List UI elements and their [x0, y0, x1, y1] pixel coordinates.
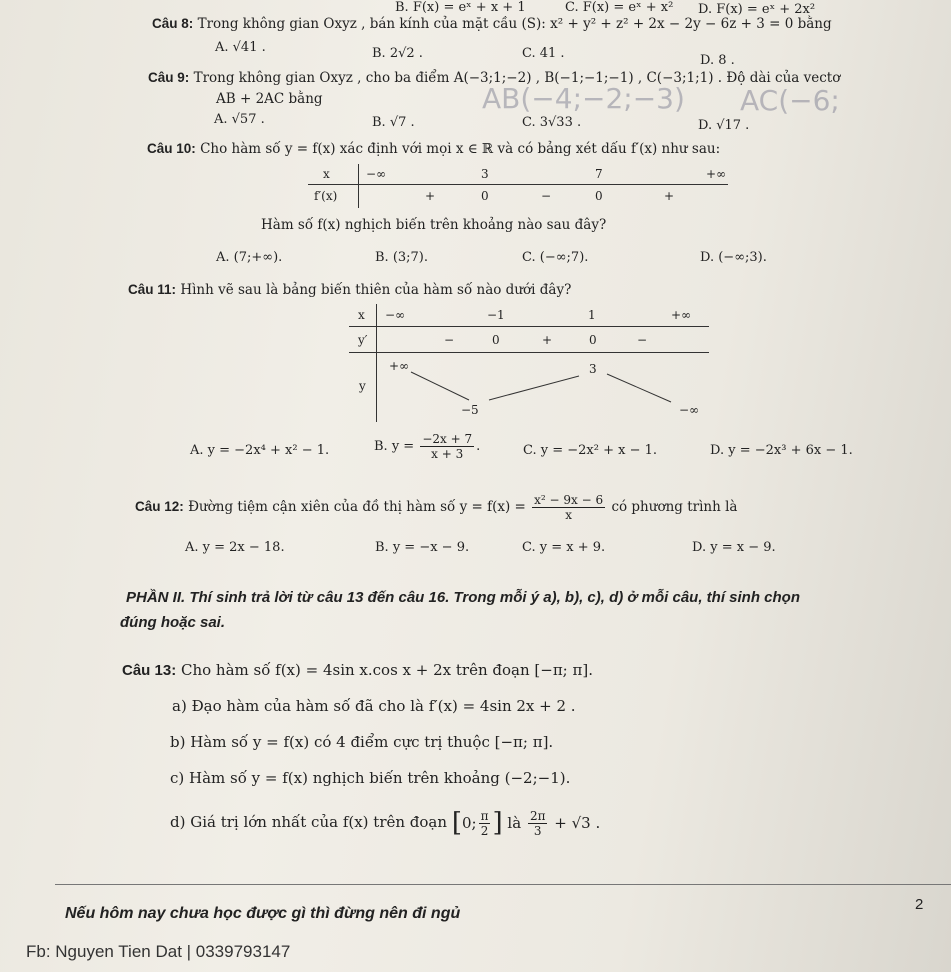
question-12-denominator: x	[565, 508, 573, 522]
item-d-interval-numerator: π	[480, 808, 489, 823]
variation-table-y-1: −5	[461, 403, 479, 417]
question-11-option-d: D. y = −2x³ + 6x − 1.	[710, 443, 853, 458]
question-8-option-c: C. 41 .	[522, 46, 565, 61]
question-13-item-b: b) Hàm số y = f(x) có 4 điểm cực trị thuộc [−π; π].	[170, 733, 554, 751]
variation-table-y-label: y	[359, 379, 366, 393]
question-11-label: Câu 11:	[128, 282, 177, 297]
variation-table-sign-3: 0	[589, 333, 597, 347]
question-12-option-c: C. y = x + 9.	[522, 540, 606, 555]
sign-table-x-label: x	[323, 167, 330, 181]
variation-table-y-3: −∞	[679, 403, 700, 417]
question-11-text: Hình vẽ sau là bảng biến thiên của hàm số nào dưới đây?	[180, 282, 572, 298]
question-10	[147, 141, 720, 157]
item-d-suffix: + √3 .	[554, 814, 601, 832]
footer-motto: Nếu hôm nay chưa học được gì thì đừng nên đi ngủ	[65, 905, 461, 922]
variation-table-sign-0: −	[444, 333, 455, 347]
page-number: 2	[915, 896, 924, 913]
question-10-option-a: A. (7;+∞).	[216, 250, 283, 265]
item-d-value-denominator: 3	[533, 823, 542, 838]
question-12-label: Câu 12:	[135, 499, 184, 514]
part-2-title-continued: đúng hoặc sai.	[120, 614, 226, 631]
item-d-value-numerator: 2π	[529, 808, 546, 823]
sign-table-sign-1: 0	[481, 189, 489, 203]
question-10-option-b: B. (3;7).	[375, 250, 429, 265]
sign-table-x-0: −∞	[366, 167, 387, 181]
option-b-numerator: −2x + 7	[422, 432, 473, 446]
question-8	[152, 16, 832, 32]
question-12-fraction	[532, 493, 605, 522]
sign-table-x-2: 7	[595, 167, 603, 181]
question-8-option-d: D. 8 .	[700, 53, 735, 68]
sign-table-x-1: 3	[481, 167, 489, 181]
handwritten-note-ac: AC(−6;	[740, 84, 840, 117]
prev-question-option-b: B. F(x) = eˣ + x + 1	[395, 0, 526, 15]
sign-table	[308, 164, 728, 208]
sign-table-sign-2: −	[541, 189, 552, 203]
question-10-text: Cho hàm số y = f(x) xác định với mọi x ∈ ℝ và có bảng xét dấu f′(x) như sau:	[200, 141, 721, 157]
item-d-prefix: d) Giá trị lớn nhất của f(x) trên đoạn	[170, 813, 448, 831]
part-2-title: PHẦN II. Thí sinh trả lời từ câu 13 đến câu 16. Trong mỗi ý a), b), c), d) ở mỗi câu, thí sinh chọn	[126, 589, 800, 606]
question-9-option-d: D. √17 .	[698, 118, 750, 133]
question-12-text-post: có phương trình là	[611, 499, 738, 515]
question-9-label: Câu 9:	[148, 70, 190, 85]
option-b-denominator: x + 3	[431, 447, 464, 461]
question-11	[128, 282, 571, 298]
question-12-option-a: A. y = 2x − 18.	[185, 540, 285, 555]
handwritten-note-ab: AB(−4;−2;−3)	[482, 82, 685, 115]
variation-table-y-0: +∞	[389, 359, 410, 373]
question-13-item-d	[170, 808, 600, 838]
question-10-label: Câu 10:	[147, 141, 196, 156]
question-13-item-c: c) Hàm số y = f(x) nghịch biến trên khoảng (−2;−1).	[170, 769, 571, 787]
question-13	[122, 661, 593, 679]
variation-arrows	[349, 304, 709, 422]
sign-table-sign-0: +	[425, 189, 436, 203]
question-9-text: Trong không gian Oxyz , cho ba điểm A(−3;1;−2) , B(−1;−1;−1) , C(−3;1;1) . Độ dài của vectơ	[193, 70, 841, 86]
question-9-expression: AB + 2AC bằng	[216, 91, 323, 107]
prev-question-option-d: D. F(x) = eˣ + 2x²	[698, 2, 816, 17]
footer-author: Fb: Nguyen Tien Dat | 0339793147	[26, 942, 291, 961]
variation-table-x-3: +∞	[671, 308, 692, 322]
question-12-text-pre: Đường tiệm cận xiên của đồ thị hàm số y = f(x) =	[188, 499, 526, 515]
question-13-item-a: a) Đạo hàm của hàm số đã cho là f′(x) = 4sin 2x + 2 .	[172, 697, 576, 715]
variation-table-x-1: −1	[487, 308, 505, 322]
question-11-option-b	[374, 432, 480, 461]
question-9-option-a: A. √57 .	[214, 112, 265, 127]
variation-table-x-2: 1	[588, 308, 596, 322]
question-11-option-c: C. y = −2x² + x − 1.	[523, 443, 658, 458]
question-8-option-a: A. √41 .	[215, 40, 266, 55]
item-d-bracket-close: ]	[492, 808, 503, 838]
question-10-ask: Hàm số f(x) nghịch biến trên khoảng nào sau đây?	[261, 217, 607, 233]
question-11-option-a: A. y = −2x⁴ + x² − 1.	[190, 443, 330, 458]
question-8-text: Trong không gian Oxyz , bán kính của mặt cầu (S): x² + y² + z² + 2x − 2y − 6z + 3 = 0 bằng	[197, 16, 832, 32]
sign-table-sign-4: +	[664, 189, 675, 203]
question-9-option-c: C. 3√33 .	[522, 115, 582, 130]
question-8-label: Câu 8:	[152, 16, 194, 31]
item-d-interval-start: 0;	[461, 814, 477, 832]
item-d-interval-fraction	[479, 809, 491, 838]
question-12-numerator: x² − 9x − 6	[534, 493, 604, 507]
item-d-mid: là	[507, 814, 522, 832]
option-b-fraction	[420, 432, 474, 461]
variation-table-sign-4: −	[637, 333, 648, 347]
item-d-value-fraction	[528, 809, 548, 838]
variation-table-x-0: −∞	[385, 308, 406, 322]
option-b-prefix: B. y =	[374, 439, 415, 454]
item-d-bracket-open: [	[451, 808, 462, 838]
variation-table-x-label: x	[358, 308, 365, 322]
item-d-interval-denominator: 2	[480, 823, 489, 838]
variation-table-y-2: 3	[589, 362, 597, 376]
question-8-option-b: B. 2√2 .	[372, 46, 423, 61]
prev-question-option-c: C. F(x) = eˣ + x²	[565, 0, 674, 15]
question-13-label: Câu 13:	[122, 662, 177, 679]
question-12-option-d: D. y = x − 9.	[692, 540, 776, 555]
variation-table-sign-1: 0	[492, 333, 500, 347]
option-b-suffix: .	[476, 439, 481, 454]
question-12	[135, 493, 737, 522]
question-10-option-c: C. (−∞;7).	[522, 250, 589, 265]
question-13-text: Cho hàm số f(x) = 4sin x.cos x + 2x trên đoạn [−π; π].	[180, 661, 593, 679]
sign-table-sign-3: 0	[595, 189, 603, 203]
sign-table-x-3: +∞	[706, 167, 727, 181]
sign-table-fprime-label: f′(x)	[314, 189, 338, 203]
question-12-option-b: B. y = −x − 9.	[375, 540, 470, 555]
footer-divider	[55, 884, 951, 885]
question-10-option-d: D. (−∞;3).	[700, 250, 767, 265]
question-9-option-b: B. √7 .	[372, 115, 415, 130]
variation-table-yprime-label: y′	[358, 333, 368, 347]
variation-table-sign-2: +	[542, 333, 553, 347]
variation-table	[349, 304, 709, 422]
